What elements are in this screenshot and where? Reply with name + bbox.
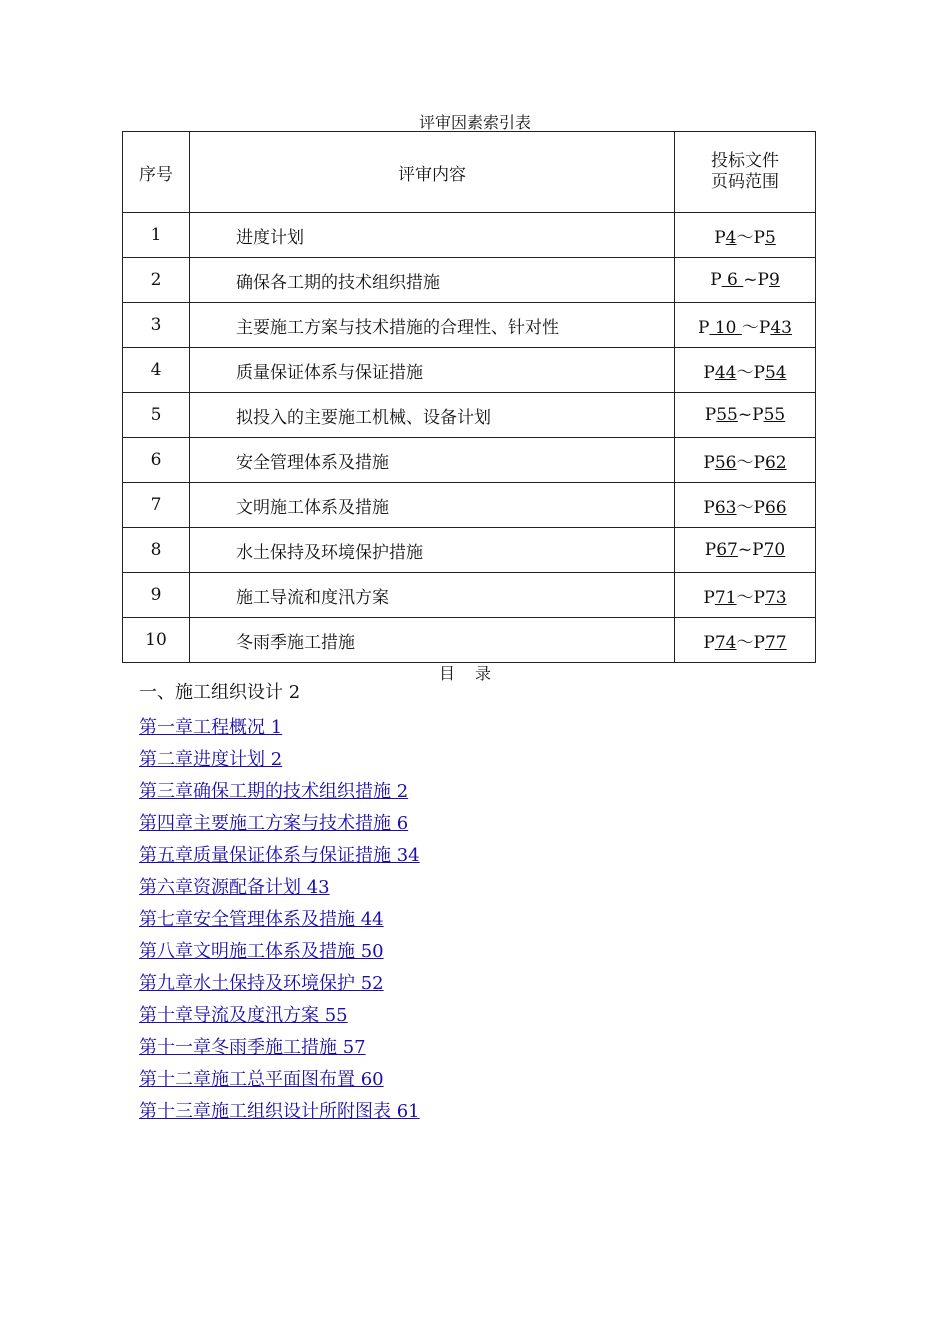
header-no: 序号 (123, 132, 190, 213)
page-start: 67 (716, 540, 738, 560)
table-row (123, 348, 816, 393)
page-start: 55 (716, 405, 738, 425)
page-prefix: P (752, 405, 764, 425)
toc-link[interactable]: 第八章文明施工体系及措施 50 (139, 941, 384, 962)
table-body (123, 213, 816, 663)
page-prefix: P (698, 317, 710, 338)
toc-link[interactable]: 第十三章施工组织设计所附图表 61 (139, 1101, 420, 1122)
toc-link[interactable]: 第十一章冬雨季施工措施 57 (139, 1037, 366, 1058)
header-pages (675, 132, 816, 213)
page-start: 6 (721, 270, 744, 290)
toc-item (139, 904, 420, 936)
row-content: 主要施工方案与技术措施的合理性、针对性 (190, 303, 675, 348)
row-page-range (675, 258, 816, 303)
header-pages-line2: 页码范围 (711, 172, 779, 192)
table-row (123, 618, 816, 663)
page-end: 70 (763, 540, 786, 560)
toc-link[interactable]: 第五章质量保证体系与保证措施 34 (139, 845, 420, 866)
page-prefix: P (714, 227, 726, 248)
toc-link[interactable]: 第六章资源配备计划 43 (139, 877, 330, 898)
page-prefix: P (753, 362, 765, 383)
toc-item (139, 840, 420, 872)
toc-item (139, 872, 420, 904)
page-separator: ～ (736, 632, 754, 653)
toc-item (139, 968, 420, 1000)
header-content: 评审内容 (190, 132, 675, 213)
toc-item (139, 744, 420, 776)
row-no: 3 (123, 303, 190, 348)
page-end: 55 (763, 405, 786, 425)
row-page-range (675, 213, 816, 258)
row-page-range (675, 528, 816, 573)
toc-item (139, 936, 420, 968)
toc-item (139, 712, 420, 744)
row-content: 进度计划 (190, 213, 675, 258)
row-no: 2 (123, 258, 190, 303)
row-no: 8 (123, 528, 190, 573)
toc-link[interactable]: 第七章安全管理体系及措施 44 (139, 909, 384, 930)
page-separator: ～ (736, 497, 754, 518)
row-page-range (675, 393, 816, 438)
row-page-range (675, 348, 816, 393)
page-separator: ～ (736, 362, 754, 383)
page-prefix: P (753, 497, 765, 518)
toc-link[interactable]: 第三章确保工期的技术组织措施 2 (139, 781, 409, 802)
page-start: 44 (714, 362, 737, 383)
row-page-range (675, 483, 816, 528)
table-row (123, 303, 816, 348)
row-page-range (675, 618, 816, 663)
row-content: 水土保持及环境保护措施 (190, 528, 675, 573)
toc-item (139, 808, 420, 840)
page-separator: ～ (736, 227, 754, 248)
table-row (123, 483, 816, 528)
table-header-row (123, 132, 816, 213)
page-start: 63 (714, 497, 737, 518)
table-row (123, 213, 816, 258)
page-prefix: P (753, 227, 765, 248)
page-prefix: P (710, 270, 722, 290)
page-separator: ～ (741, 317, 759, 338)
review-index-table (122, 131, 816, 663)
page-end: 43 (770, 317, 792, 338)
row-content: 文明施工体系及措施 (190, 483, 675, 528)
row-content: 拟投入的主要施工机械、设备计划 (190, 393, 675, 438)
page-end: 73 (764, 587, 787, 608)
page-prefix: P (703, 632, 715, 653)
table-caption: 评审因素索引表 (418, 113, 531, 132)
page-separator: ~ (737, 540, 753, 560)
toc-item (139, 1032, 420, 1064)
toc-link[interactable]: 第四章主要施工方案与技术措施 6 (139, 813, 409, 834)
row-no: 6 (123, 438, 190, 483)
toc-item (139, 1064, 420, 1096)
row-no: 5 (123, 393, 190, 438)
page-start: 74 (714, 632, 737, 653)
row-no: 9 (123, 573, 190, 618)
row-page-range (675, 303, 816, 348)
table-row (123, 528, 816, 573)
page-prefix: P (752, 540, 764, 560)
page-end: 77 (764, 632, 787, 653)
page-separator: ～ (736, 452, 754, 473)
page-end: 62 (764, 452, 787, 473)
page-prefix: P (704, 405, 717, 425)
page-end: 54 (764, 362, 787, 383)
row-no: 1 (123, 213, 190, 258)
page-end: 9 (768, 270, 780, 290)
row-page-range (675, 573, 816, 618)
page-prefix: P (757, 270, 769, 290)
table-row (123, 438, 816, 483)
page-start: 71 (714, 587, 737, 608)
page-separator: ～ (736, 587, 754, 608)
header-pages-line1: 投标文件 (711, 151, 779, 171)
page-prefix: P (703, 587, 715, 608)
toc-title: 目录 (438, 664, 511, 683)
page-prefix: P (703, 362, 715, 383)
row-page-range (675, 438, 816, 483)
row-no: 7 (123, 483, 190, 528)
table-row (123, 258, 816, 303)
page-prefix: P (753, 632, 765, 653)
row-content: 质量保证体系与保证措施 (190, 348, 675, 393)
row-content: 确保各工期的技术组织措施 (190, 258, 675, 303)
toc-item (139, 1000, 420, 1032)
toc-link[interactable]: 第二章进度计划 2 (139, 749, 283, 770)
table-row (123, 393, 816, 438)
page-prefix: P (753, 587, 765, 608)
toc-heading: 一、施工组织设计 2 (139, 682, 301, 703)
page-prefix: P (753, 452, 765, 473)
page-separator: ~ (737, 405, 753, 425)
table-row (123, 573, 816, 618)
page-end: 5 (764, 227, 776, 248)
page-start: 10 (709, 317, 742, 338)
row-content: 冬雨季施工措施 (190, 618, 675, 663)
page-prefix: P (704, 540, 717, 560)
toc-link[interactable]: 第一章工程概况 1 (139, 717, 283, 738)
row-no: 10 (123, 618, 190, 663)
page-prefix: P (703, 452, 715, 473)
page-prefix: P (758, 317, 771, 338)
row-content: 安全管理体系及措施 (190, 438, 675, 483)
page-prefix: P (703, 497, 715, 518)
page-separator: ~ (743, 270, 758, 290)
page-start: 56 (714, 452, 737, 473)
toc-link[interactable]: 第十二章施工总平面图布置 60 (139, 1069, 384, 1090)
page-end: 66 (764, 497, 787, 518)
toc-link[interactable]: 第十章导流及度汛方案 55 (139, 1005, 348, 1026)
toc-item (139, 1096, 420, 1128)
toc-item (139, 776, 420, 808)
row-content: 施工导流和度汛方案 (190, 573, 675, 618)
page-start: 4 (725, 227, 737, 248)
toc-link[interactable]: 第九章水土保持及环境保护 52 (139, 973, 384, 994)
toc-list (139, 712, 420, 1128)
row-no: 4 (123, 348, 190, 393)
